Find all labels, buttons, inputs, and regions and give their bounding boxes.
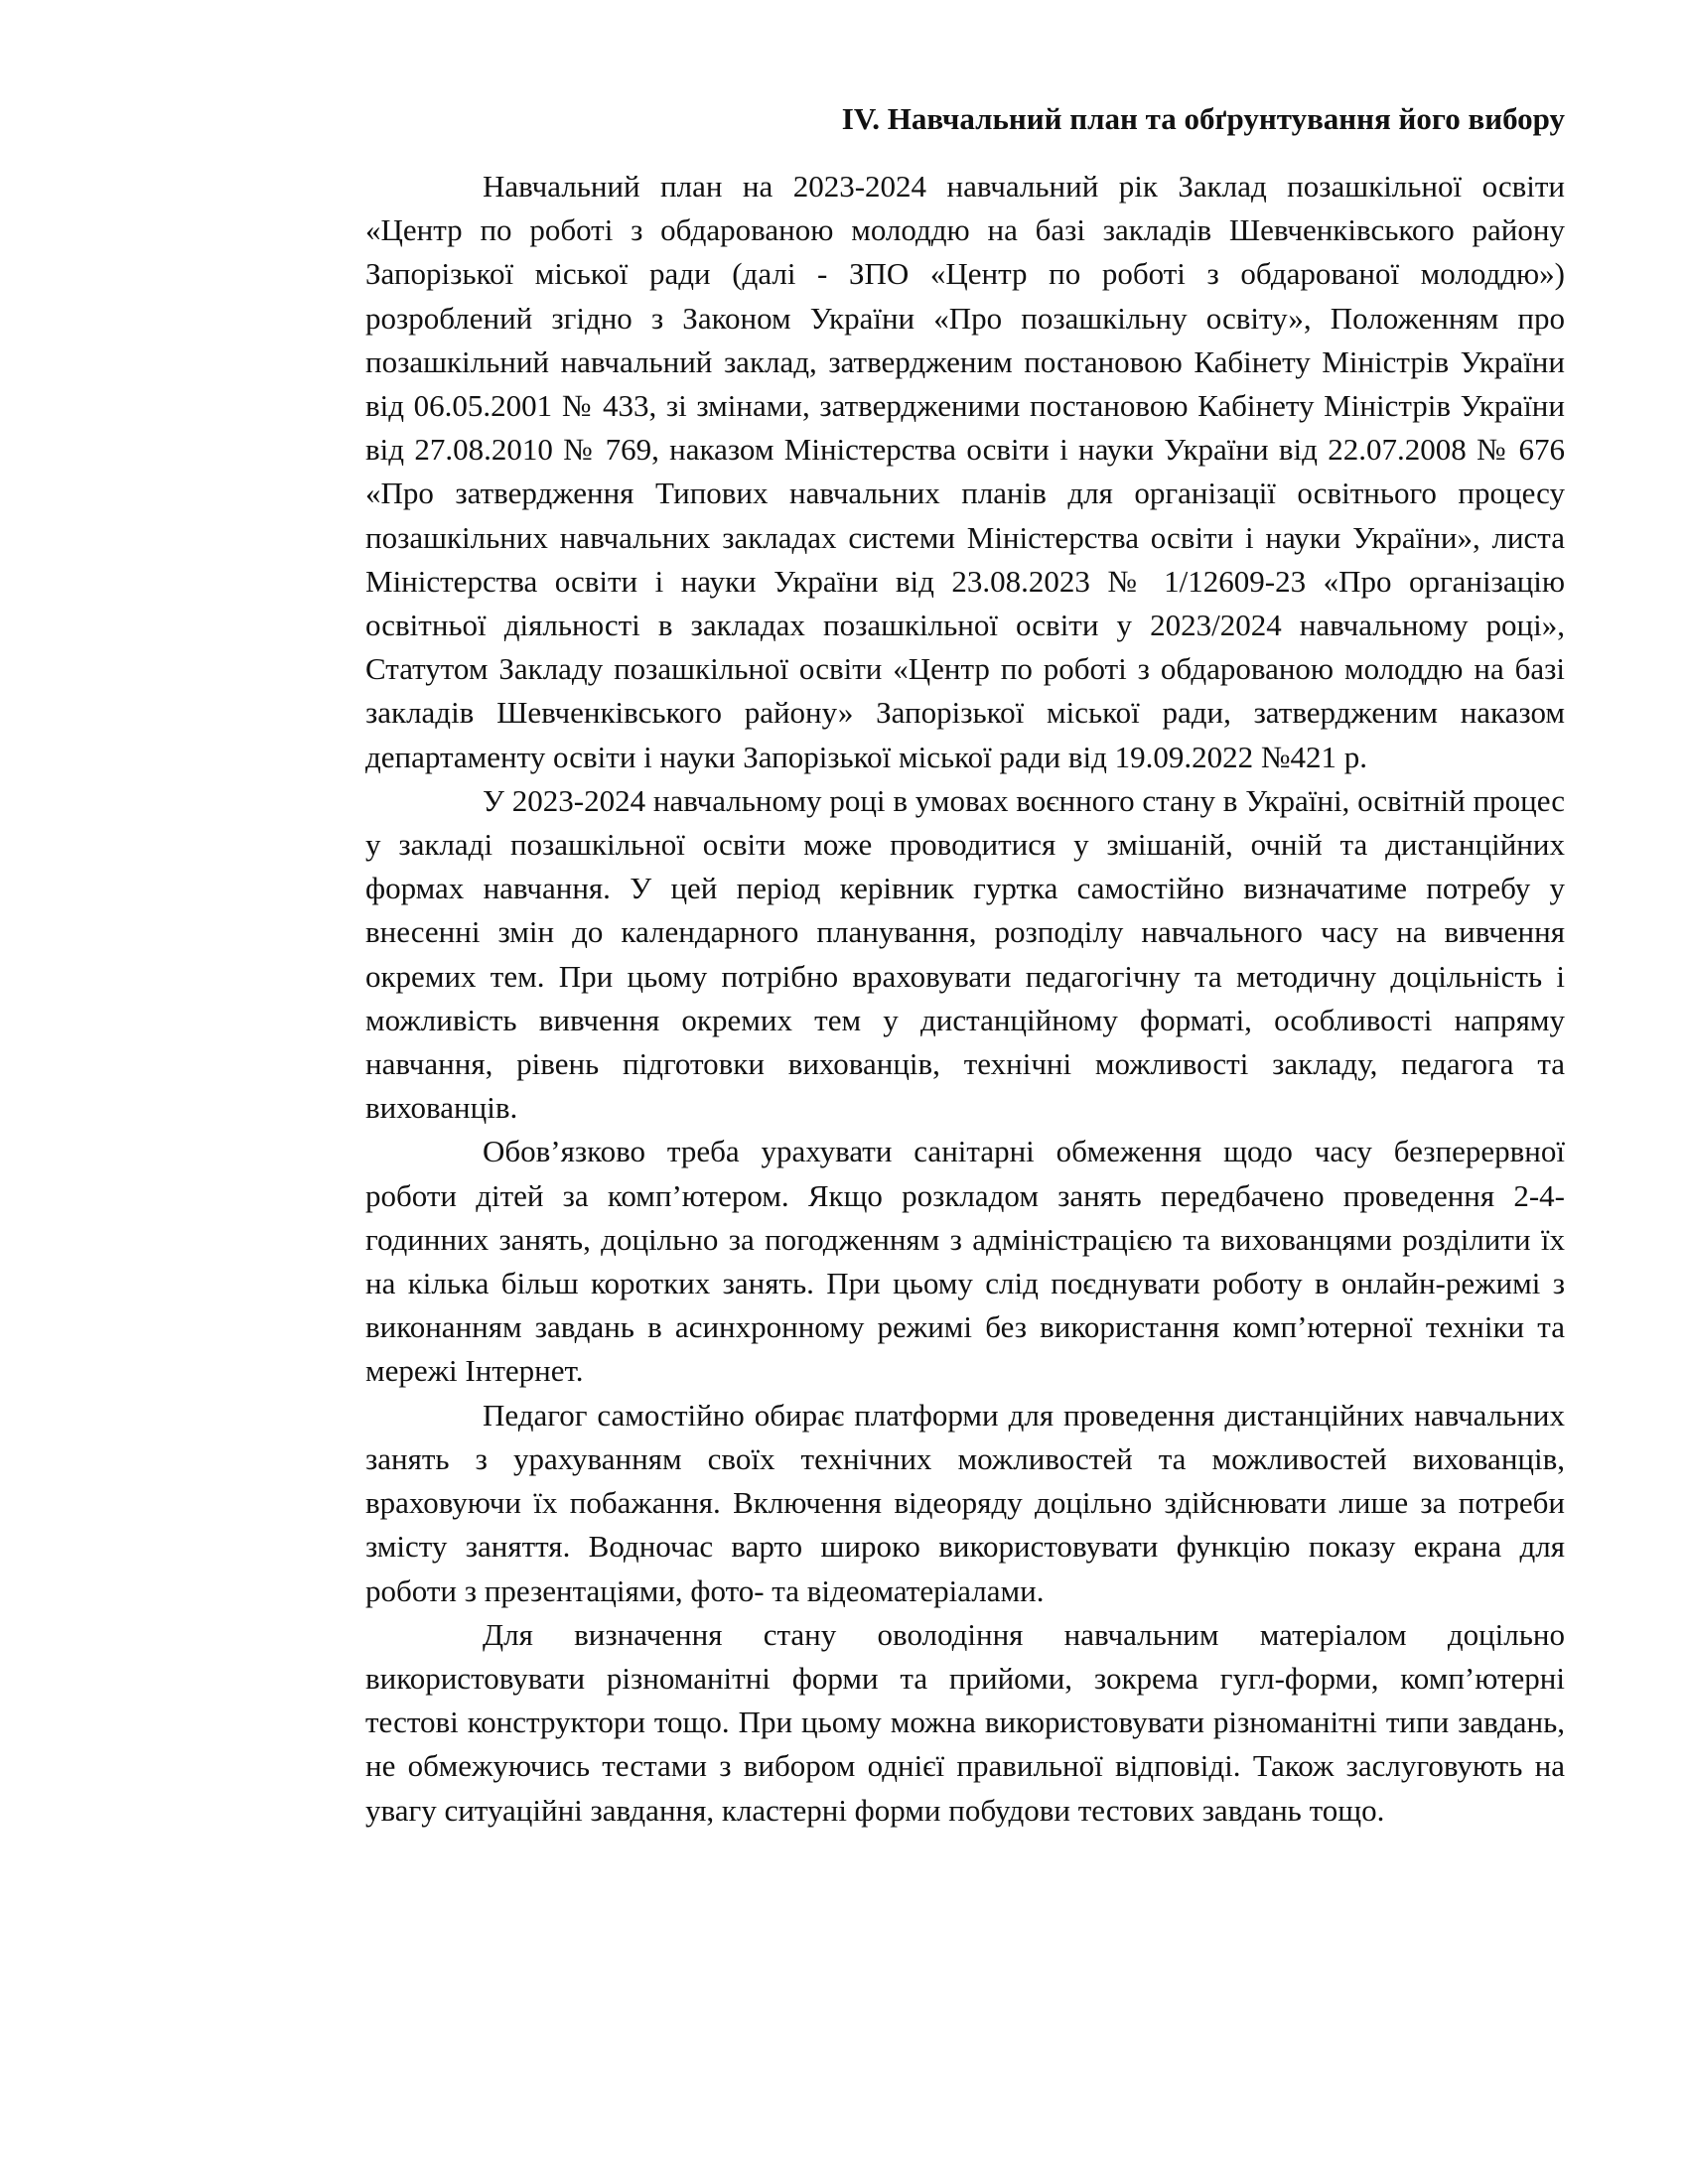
- paragraph-martial-law-process: У 2023-2024 навчальному році в умовах воєнного стану в Україні, освітній процес у закладі позашкільної освіти може проводитися у змішаній, очній та дистанційних формах навчання. У цей період керівник гуртка самостійно визначатиме потребу у внесенні змін до календарного планування, розподілу навчального часу на вивчення окремих тем. При цьому потрібно враховувати педагогічну та методичну доцільність і можливість вивчення окремих тем у дистанційному форматі, особливості напряму навчання, рівень підготовки вихованців, технічні можливості закладу, педагога та вихованців.: [365, 782, 1565, 1126]
- paragraph-assessment: Для визначення стану оволодіння навчальним матеріалом доцільно використовувати різноманітні форми та прийоми, зокрема гугл-форми, комп’ютерні тестові конструктори тощо. При цьому можна використовувати різноманітні типи завдань, не обмежуючись тестами з вибором однієї правильної відповіді. Також заслуговують на увагу ситуаційні завдання, кластерні форми побудови тестових завдань тощо.: [365, 1616, 1565, 1828]
- document-body: [365, 97, 1565, 1833]
- paragraph-sanitary-limits: Обов’язково треба урахувати санітарні обмеження щодо часу безперервної роботи дітей за комп’ютером. Якщо розкладом занять передбачено проведення 2-4-годинних занять, доцільно за погодженням з адміністрацією та вихованцями розділити їх на кілька більш коротких занять. При цьому слід поєднувати роботу в онлайн-режимі з виконанням завдань в асинхронному режимі без використання комп’ютерної техніки та мережі Інтернет.: [365, 1134, 1565, 1389]
- section-heading: IV. Навчальний план та обґрунтування його вибору: [841, 101, 1565, 136]
- paragraph-curriculum-basis: Навчальний план на 2023-2024 навчальний рік Заклад позашкільної освіти «Центр по роботі з обдарованою молоддю на базі закладів Шевченківського району Запорізької міської ради (далі - ЗПО «Центр по роботі з обдарованої молоддю») розроблений згідно з Законом України «Про позашкільну освіту», Положенням про позашкільний навчальний заклад, затвердженим постановою Кабінету Міністрів України від 06.05.2001 № 433, зі змінами, затвердженими постановою Кабінету Міністрів України від 27.08.2010 № 769, наказом Міністерства освіти і науки України від 22.07.2008 № 676 «Про затвердження Типових навчальних планів для організації освітнього процесу позашкільних навчальних закладах системи Міністерства освіти і науки України», листа Міністерства освіти і науки України від 23.08.2023 № 1/12609-23 «Про організацію освітньої діяльності в закладах позашкільної освіти у 2023/2024 навчальному році», Статутом Закладу позашкільної освіти «Центр по роботі з обдарованою молоддю на базі закладів Шевченківського району» Запорізької міської ради, затвердженим наказом департаменту освіти і науки Запорізької міської ради від 19.09.2022 №421 р.: [365, 169, 1565, 774]
- paragraph-platforms: Педагог самостійно обирає платформи для проведення дистанційних навчальних занять з урахуванням своїх технічних можливостей та можливостей вихованців, враховуючи їх побажання. Включення відеоряду доцільно здійснювати лише за потреби змісту заняття. Водночас варто широко використовувати функцію показу екрана для роботи з презентаціями, фото- та відеоматеріалами.: [365, 1397, 1565, 1608]
